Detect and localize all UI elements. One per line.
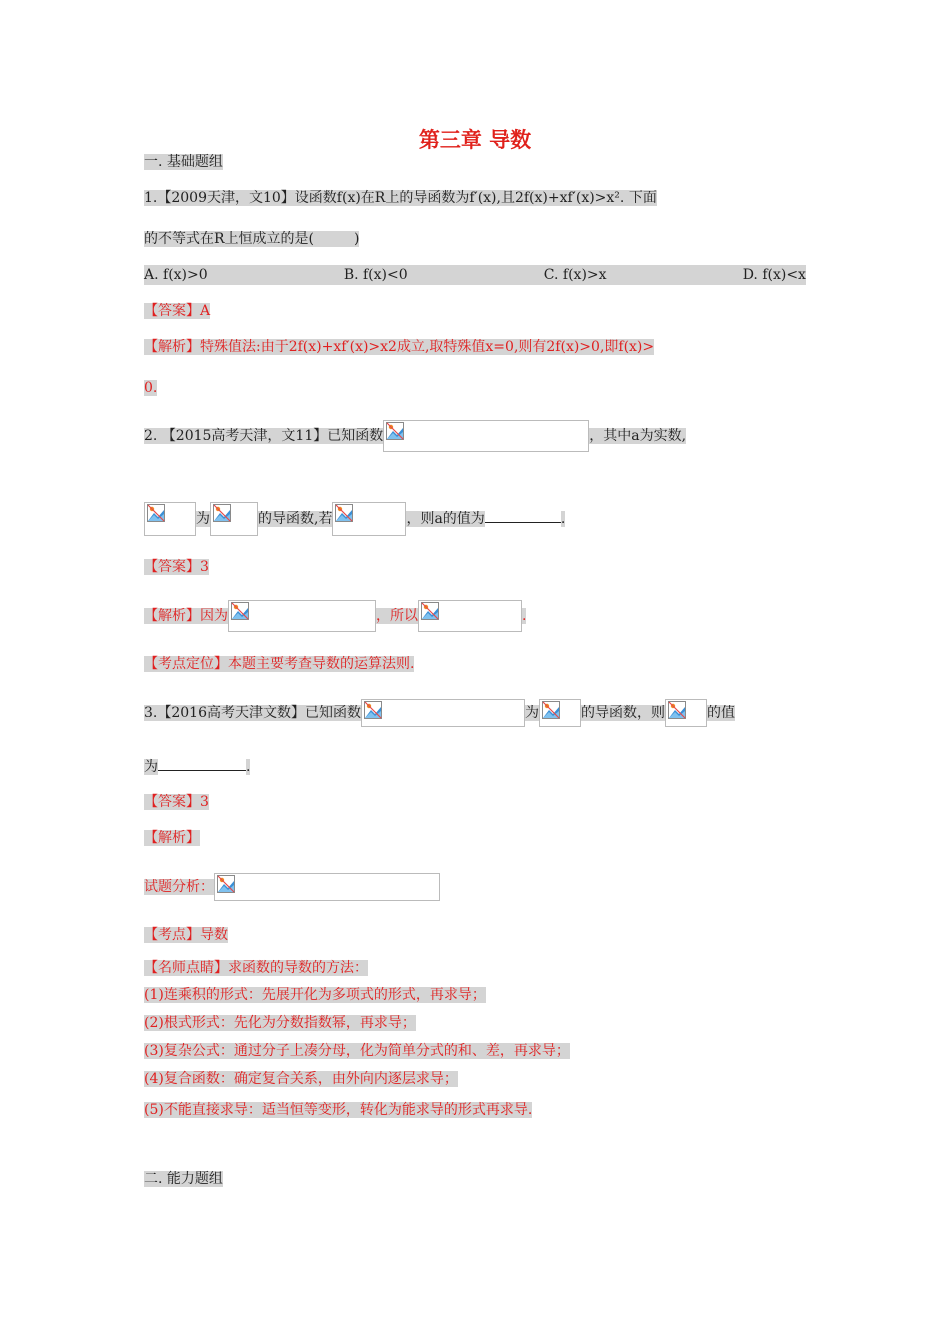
- q1-answer: 【答案】A: [144, 303, 211, 319]
- q2-condition-image: [332, 502, 406, 536]
- section-heading-ability: 二. 能力题组: [144, 1171, 223, 1187]
- q2-answer-blank: [485, 522, 561, 523]
- q2-analysis-formula1-image: [228, 600, 376, 632]
- broken-image-icon: [213, 504, 231, 522]
- q3-tip-item: (3)复杂公式：通过分子上凑分母，化为简单分式的和、差，再求导；: [144, 1043, 570, 1059]
- broken-image-icon: [147, 504, 165, 522]
- q2-function-symbol-image: [210, 502, 258, 536]
- q1-analysis-line1: 【解析】特殊值法:由于2f(x)+xf′(x)>x2成立,取特殊值x=0,则有2f(x)>0,即f(x)>: [144, 339, 655, 355]
- q1-analysis-line2: 0.: [144, 380, 158, 396]
- q3-tips-title: 【名师点睛】求函数的导数的方法：: [144, 960, 368, 976]
- q3-trial-analysis: 试题分析：: [144, 873, 440, 901]
- q3-answer-blank: [158, 770, 246, 771]
- q2-key-point: 【考点定位】本题主要考查导数的运算法则.: [144, 656, 415, 672]
- broken-image-icon: [421, 602, 439, 620]
- q2-answer: 【答案】3: [144, 559, 209, 575]
- q3-tip-item: (5)不能直接求导：适当恒等变形，转化为能求导的形式再求导.: [144, 1102, 533, 1118]
- q2-stem-line1: 2. 【2015高考天津，文11】已知函数 ，其中a为实数,: [144, 420, 686, 452]
- broken-image-icon: [217, 875, 235, 893]
- q2-function-formula-image: [383, 420, 589, 452]
- q2-analysis: 【解析】因为 ，所以 .: [144, 600, 526, 632]
- broken-image-icon: [231, 602, 249, 620]
- broken-image-icon: [335, 504, 353, 522]
- q3-target-expression-image: [665, 699, 707, 727]
- q3-answer: 【答案】3: [144, 794, 209, 810]
- q3-tip-item: (4)复合函数：确定复合关系，由外向内逐层求导；: [144, 1071, 458, 1087]
- q1-option-d: D. f(x)<x: [742, 267, 806, 283]
- q3-key-point: 【考点】导数: [144, 927, 228, 943]
- q2-analysis-formula2-image: [418, 600, 522, 632]
- q3-function-formula-image: [361, 699, 525, 727]
- q1-stem-line2: 的不等式在R上恒成立的是( ): [144, 231, 360, 247]
- q3-analysis: 【解析】: [144, 830, 200, 846]
- broken-image-icon: [542, 701, 560, 719]
- broken-image-icon: [364, 701, 382, 719]
- q2-derivative-symbol-image: [144, 502, 196, 536]
- broken-image-icon: [668, 701, 686, 719]
- q1-option-a: A. f(x)>0: [144, 267, 208, 283]
- q1-option-b: B. f(x)<0: [343, 267, 408, 283]
- q3-stem-line2: 为 .: [144, 759, 251, 775]
- q1-option-c: C. f(x)>x: [543, 267, 607, 283]
- chapter-title: 第三章 导数: [418, 127, 532, 152]
- q1-options: [144, 265, 806, 285]
- q2-stem-line2: 为 的导函数,若 ，则a的值为 .: [144, 502, 565, 536]
- broken-image-icon: [386, 422, 404, 440]
- q3-trial-formula-image: [214, 873, 440, 901]
- q3-tip-item: (2)根式形式：先化为分数指数幂，再求导；: [144, 1015, 416, 1031]
- q3-derivative-symbol-image: [539, 699, 581, 727]
- section-heading-basic: 一. 基础题组: [144, 154, 223, 170]
- q1-stem-line1: 1.【2009天津，文10】设函数f(x)在R上的导函数为f′(x),且2f(x)+xf′(x)>x². 下面: [144, 190, 657, 206]
- q3-stem-line1: 3.【2016高考天津文数】已知函数 为 的导函数，则 的值: [144, 699, 735, 727]
- q3-tip-item: (1)连乘积的形式：先展开化为多项式的形式，再求导；: [144, 987, 486, 1003]
